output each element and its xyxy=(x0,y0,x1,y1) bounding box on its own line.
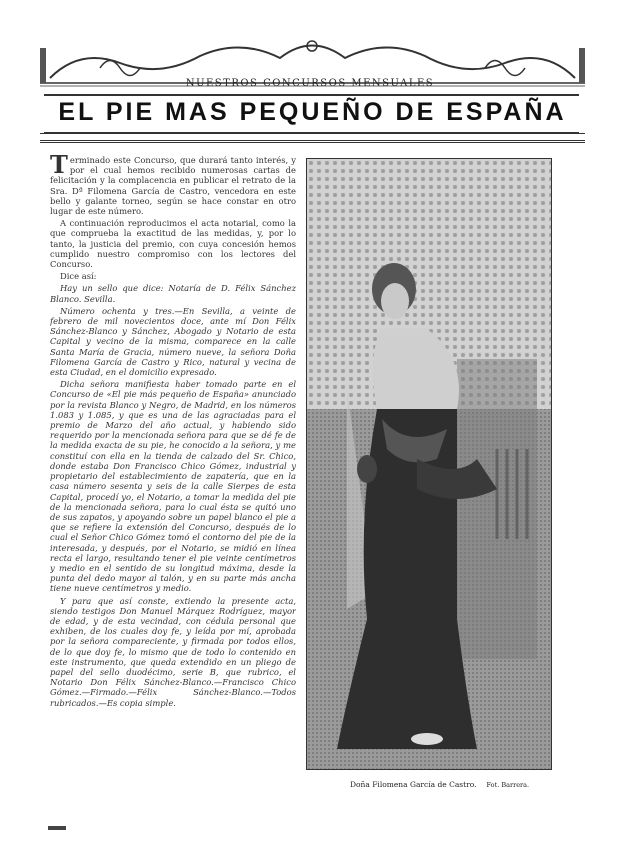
page-headline: EL PIE MAS PEQUEÑO DE ESPAÑA xyxy=(58,98,567,126)
article-paragraph: Hay un sello que dice: Notaría de D. Félix Sánchez Blanco. Sevilla. xyxy=(50,283,296,304)
paragraph-text: erminado este Concurso, que durará tanto interés, y por el cual hemos recibido numerosas cartas de felicitación y la complacencia en publicar el retrato de la Sra. Dª Filomena García de Castro, vencedora en este bello y galante torneo, según se hace constar en otro lugar de este número. xyxy=(50,155,296,217)
caption-text: Doña Filomena García de Castro. xyxy=(350,780,477,789)
header-rule xyxy=(40,133,585,143)
section-kicker: NUESTROS CONCURSOS MENSUALES xyxy=(185,78,435,89)
photo-caption xyxy=(350,780,590,789)
article-paragraph: Dice así: xyxy=(60,271,97,282)
photo-credit: Fot. Barrera. xyxy=(486,781,530,789)
portrait-illustration xyxy=(307,159,551,769)
article-paragraph: Y para que así conste, extiendo la presente acta, siendo testigos Don Manuel Márquez Rodríguez, mayor de edad, y de esta vecindad, con cédula personal que exhiben, de los cuales doy fe, y leída por mí, aprobada por la señora compareciente, y firmada por todos ellos, de lo que doy fe, lo mismo que de todo lo contenido en este instrumento, que queda extendido en un pliego de papel del sello duodécimo, serie B, que rubrico, el Notario Don Félix Sánchez-Blanco.—Francisco Chico Gómez.—Firmado.—Félix Sánchez-Blanco.—Todos rubricados.—Es copia simple. xyxy=(50,595,296,708)
article-column xyxy=(50,155,296,795)
article-paragraph: Número ochenta y tres.—En Sevilla, a veinte de febrero de mil novecientos doce, ante mí Don Félix Sánchez-Blanco y Sánchez, Abogado y Notario de esta Capital y vecino de la misma, comparece en la calle Santa María de Gracia, número nueve, la señora Doña Filomena García de Castro y Rico, natural y vecina de esta Ciudad, en el domicilio expresado. xyxy=(50,305,296,378)
drop-cap: T xyxy=(50,155,68,179)
article-paragraph xyxy=(50,155,296,216)
article-paragraph: Dicha señora manifiesta haber tomado parte en el Concurso de «El pie más pequeño de España» anunciado por la revista Blanco y Negro, de Madrid, en los números 1.083 y 1.085, y que es una de las agraciadas para el premio de Marzo del año actual, y habiendo sido requerido por la mencionada señora para que se dé fe de la medida exacta de su pie, he conocido a la señora, y me constituí con ella en la tienda de calzado del Sr. Chico, donde estaba Don Francisco Chico Gómez, industrial y propietario del establecimiento de zapatería, que en la casa número sesenta y seis de la calle Sierpes de esta Capital, procedí yo, el Notario, a tomar la medida del pie de la mencionada señora, para lo cual ésta se quitó uno de sus zapatos, y apoyando sobre un papel blanco el pie a que se refiere la extensión del Concurso, después de lo cual el Señor Chico Gómez tomó el contorno del pie de la interesada, y después, por el Notario, se midió en línea recta el largo, resultando tener el pie veinte centímetros y medio en el sentido de su longitud máxima, desde la punta del dedo mayor al talón, y en su parte más ancha tiene nueve centímetros y medio. xyxy=(50,379,296,594)
footer-mark xyxy=(48,826,66,830)
article-paragraph: A continuación reproducimos el acta notarial, como la que comprueba la exactitud de las medidas, y, por lo tanto, la justicia del premio, con cuya concesión hemos cumplido nuestro compromiso con los lectores del Concurso. xyxy=(50,218,296,270)
portrait-photo xyxy=(306,158,552,770)
